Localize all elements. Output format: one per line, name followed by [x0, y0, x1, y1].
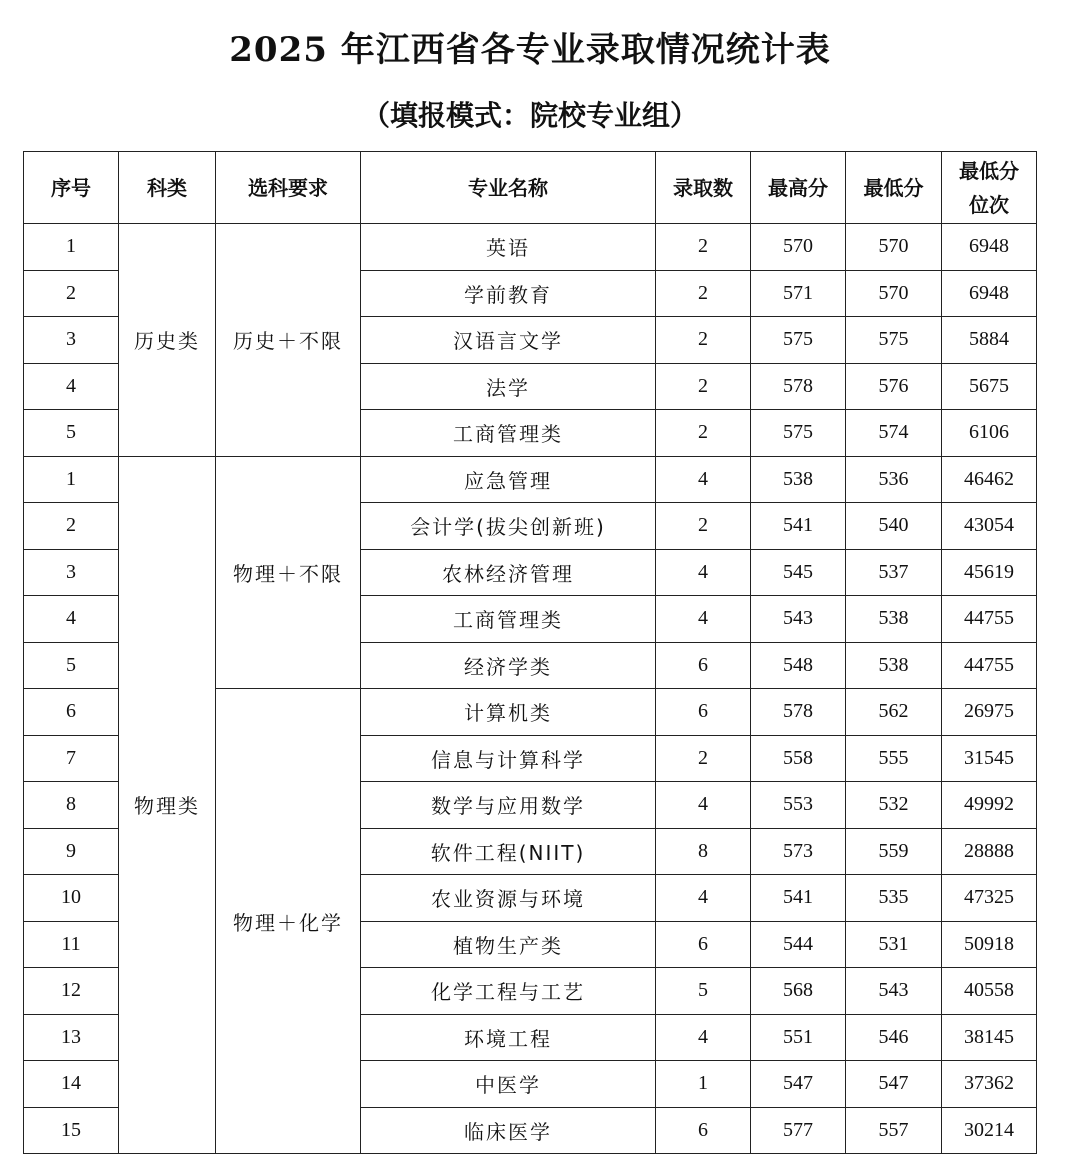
cell-major: 计算机类	[361, 689, 656, 736]
cell-admitted: 2	[656, 363, 751, 410]
cell-admitted: 2	[656, 503, 751, 550]
cell-min-rank: 46462	[942, 456, 1037, 503]
cell-index: 4	[24, 363, 119, 410]
cell-min-score: 555	[846, 735, 942, 782]
cell-major: 农林经济管理	[361, 549, 656, 596]
cell-admitted: 4	[656, 782, 751, 829]
cell-major: 环境工程	[361, 1014, 656, 1061]
header-max-score: 最高分	[751, 152, 846, 224]
cell-admitted: 4	[656, 549, 751, 596]
cell-min-score: 557	[846, 1107, 942, 1154]
cell-min-rank: 28888	[942, 828, 1037, 875]
cell-min-score: 536	[846, 456, 942, 503]
cell-min-score: 531	[846, 921, 942, 968]
cell-admitted: 6	[656, 921, 751, 968]
cell-min-rank: 5884	[942, 317, 1037, 364]
cell-index: 1	[24, 224, 119, 271]
cell-max-score: 543	[751, 596, 846, 643]
cell-max-score: 553	[751, 782, 846, 829]
cell-min-score: 538	[846, 596, 942, 643]
cell-major: 应急管理	[361, 456, 656, 503]
cell-max-score: 578	[751, 363, 846, 410]
cell-max-score: 551	[751, 1014, 846, 1061]
cell-admitted: 4	[656, 456, 751, 503]
cell-index: 15	[24, 1107, 119, 1154]
cell-min-score: 540	[846, 503, 942, 550]
cell-max-score: 568	[751, 968, 846, 1015]
cell-admitted: 8	[656, 828, 751, 875]
cell-min-rank: 30214	[942, 1107, 1037, 1154]
cell-index: 8	[24, 782, 119, 829]
cell-major: 临床医学	[361, 1107, 656, 1154]
cell-index: 1	[24, 456, 119, 503]
cell-min-rank: 50918	[942, 921, 1037, 968]
subject-req-physics-chemistry: 物理＋化学	[216, 689, 361, 1154]
cell-index: 13	[24, 1014, 119, 1061]
cell-admitted: 6	[656, 1107, 751, 1154]
cell-min-score: 559	[846, 828, 942, 875]
cell-index: 7	[24, 735, 119, 782]
cell-admitted: 6	[656, 642, 751, 689]
cell-min-rank: 40558	[942, 968, 1037, 1015]
header-major: 专业名称	[361, 152, 656, 224]
cell-max-score: 548	[751, 642, 846, 689]
cell-major: 学前教育	[361, 270, 656, 317]
cell-index: 5	[24, 642, 119, 689]
cell-max-score: 575	[751, 317, 846, 364]
cell-index: 5	[24, 410, 119, 457]
cell-index: 3	[24, 549, 119, 596]
cell-max-score: 541	[751, 875, 846, 922]
cell-min-score: 535	[846, 875, 942, 922]
subject-req-history-none: 历史＋不限	[216, 224, 361, 457]
table-row	[24, 456, 1037, 503]
cell-index: 11	[24, 921, 119, 968]
cell-admitted: 2	[656, 317, 751, 364]
cell-major: 工商管理类	[361, 596, 656, 643]
cell-min-score: 570	[846, 224, 942, 271]
cell-max-score: 577	[751, 1107, 846, 1154]
cell-major: 工商管理类	[361, 410, 656, 457]
cell-max-score: 575	[751, 410, 846, 457]
cell-min-score: 546	[846, 1014, 942, 1061]
cell-min-score: 547	[846, 1061, 942, 1108]
subject-req-physics-none: 物理＋不限	[216, 456, 361, 689]
cell-min-score: 538	[846, 642, 942, 689]
cell-major: 软件工程(NIIT)	[361, 828, 656, 875]
cell-major: 经济学类	[361, 642, 656, 689]
page-title: 2025 年江西省各专业录取情况统计表	[229, 30, 831, 70]
cell-max-score: 541	[751, 503, 846, 550]
cell-max-score: 578	[751, 689, 846, 736]
cell-min-rank: 5675	[942, 363, 1037, 410]
cell-min-rank: 37362	[942, 1061, 1037, 1108]
cell-index: 12	[24, 968, 119, 1015]
cell-min-score: 537	[846, 549, 942, 596]
table-row	[24, 224, 1037, 271]
header-admitted: 录取数	[656, 152, 751, 224]
cell-min-rank: 26975	[942, 689, 1037, 736]
cell-min-rank: 45619	[942, 549, 1037, 596]
cell-major: 植物生产类	[361, 921, 656, 968]
cell-major: 英语	[361, 224, 656, 271]
cell-min-rank: 49992	[942, 782, 1037, 829]
header-min-score: 最低分	[846, 152, 942, 224]
cell-major: 农业资源与环境	[361, 875, 656, 922]
header-index: 序号	[24, 152, 119, 224]
cell-min-rank: 38145	[942, 1014, 1037, 1061]
table-header-row	[24, 152, 1037, 224]
cell-admitted: 2	[656, 270, 751, 317]
cell-major: 法学	[361, 363, 656, 410]
cell-max-score: 545	[751, 549, 846, 596]
cell-min-score: 576	[846, 363, 942, 410]
cell-index: 14	[24, 1061, 119, 1108]
header-category: 科类	[119, 152, 216, 224]
cell-min-rank: 47325	[942, 875, 1037, 922]
cell-admitted: 1	[656, 1061, 751, 1108]
cell-admitted: 5	[656, 968, 751, 1015]
cell-min-score: 570	[846, 270, 942, 317]
cell-min-rank: 6948	[942, 270, 1037, 317]
header-min-rank	[942, 152, 1037, 224]
cell-major: 信息与计算科学	[361, 735, 656, 782]
cell-min-rank: 44755	[942, 642, 1037, 689]
admission-table	[23, 151, 1037, 1154]
cell-admitted: 4	[656, 596, 751, 643]
cell-min-score: 562	[846, 689, 942, 736]
cell-min-rank: 6948	[942, 224, 1037, 271]
cell-admitted: 4	[656, 1014, 751, 1061]
cell-min-rank: 31545	[942, 735, 1037, 782]
cell-major: 中医学	[361, 1061, 656, 1108]
cell-index: 6	[24, 689, 119, 736]
cell-min-rank: 6106	[942, 410, 1037, 457]
cell-index: 2	[24, 270, 119, 317]
cell-admitted: 2	[656, 735, 751, 782]
cell-min-score: 532	[846, 782, 942, 829]
page-subtitle: （填报模式：院校专业组）	[361, 99, 698, 132]
cell-min-score: 574	[846, 410, 942, 457]
cell-major: 化学工程与工艺	[361, 968, 656, 1015]
cell-min-score: 543	[846, 968, 942, 1015]
cell-max-score: 571	[751, 270, 846, 317]
cell-admitted: 4	[656, 875, 751, 922]
cell-index: 10	[24, 875, 119, 922]
header-min-rank-label: 最低分位次	[959, 158, 1019, 217]
cell-admitted: 2	[656, 224, 751, 271]
cell-max-score: 547	[751, 1061, 846, 1108]
cell-max-score: 544	[751, 921, 846, 968]
cell-max-score: 538	[751, 456, 846, 503]
cell-min-rank: 43054	[942, 503, 1037, 550]
cell-major: 数学与应用数学	[361, 782, 656, 829]
cell-index: 3	[24, 317, 119, 364]
cell-max-score: 558	[751, 735, 846, 782]
cell-index: 2	[24, 503, 119, 550]
cell-major: 汉语言文学	[361, 317, 656, 364]
cell-admitted: 2	[656, 410, 751, 457]
header-subject-requirement: 选科要求	[216, 152, 361, 224]
cell-max-score: 570	[751, 224, 846, 271]
category-history: 历史类	[119, 224, 216, 457]
cell-min-score: 575	[846, 317, 942, 364]
cell-index: 9	[24, 828, 119, 875]
cell-major: 会计学(拔尖创新班)	[361, 503, 656, 550]
cell-min-rank: 44755	[942, 596, 1037, 643]
category-physics: 物理类	[119, 456, 216, 1154]
cell-max-score: 573	[751, 828, 846, 875]
cell-admitted: 6	[656, 689, 751, 736]
cell-index: 4	[24, 596, 119, 643]
